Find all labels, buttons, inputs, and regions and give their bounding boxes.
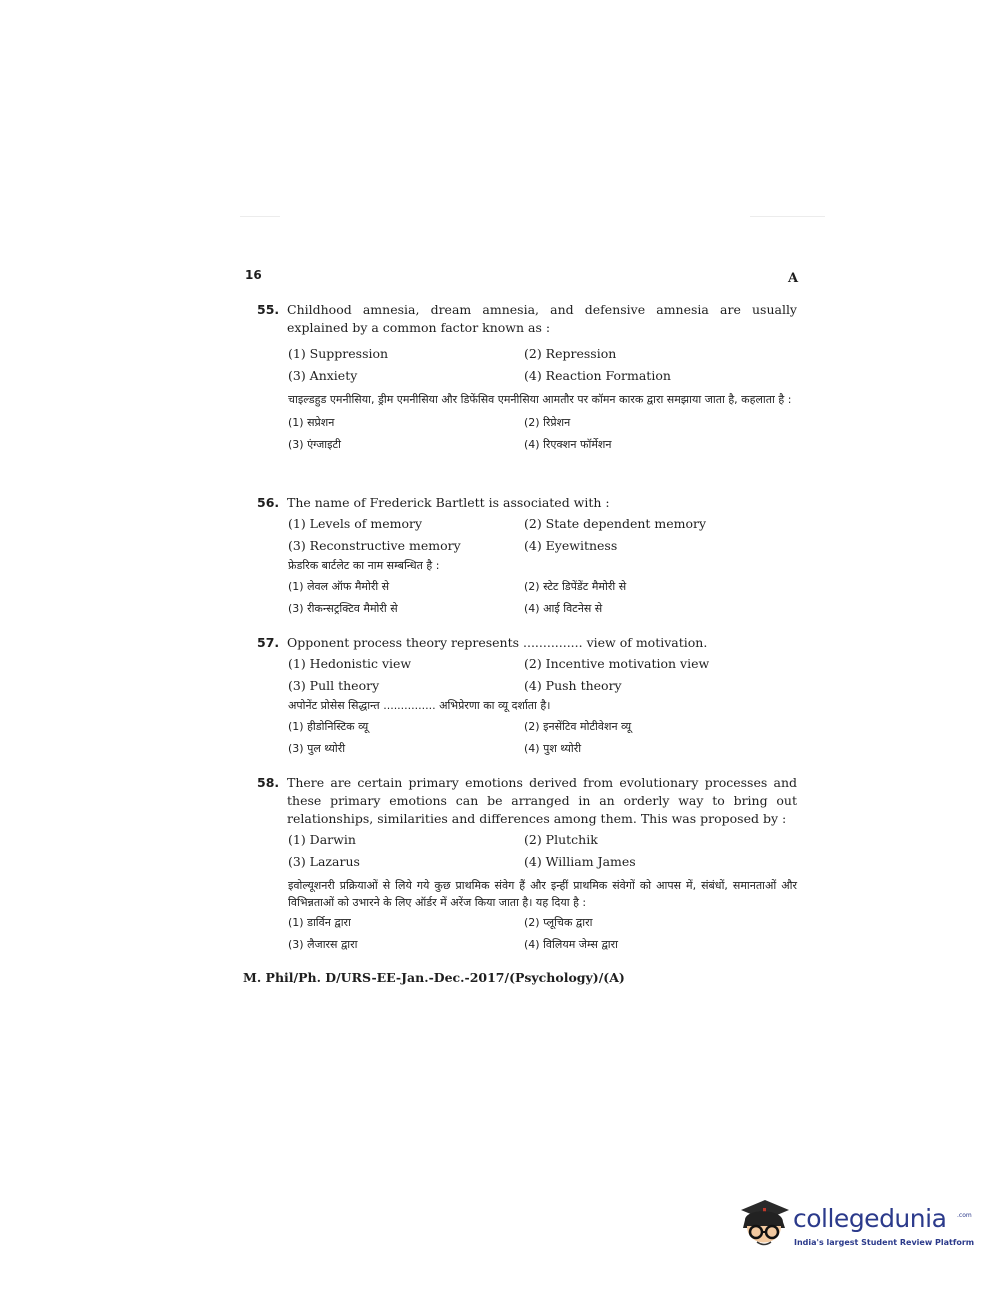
option-2: (2) Plutchik (524, 832, 598, 847)
hindi-option-3: (3) पुल थ्योरी (288, 742, 346, 755)
question-text-hindi: फ्रेडरिक बार्टलेट का नाम सम्बन्धित है : (288, 559, 440, 572)
question-57 (257, 634, 797, 760)
option-3: (3) Lazarus (288, 854, 360, 869)
hindi-option-1: (1) सप्रेशन (288, 416, 335, 429)
page-number: 16 (245, 268, 262, 282)
option-3: (3) Reconstructive memory (288, 538, 461, 553)
option-2: (2) State dependent memory (524, 516, 707, 531)
paper-footer: M. Phil/Ph. D/URS-EE-Jan.-Dec.-2017/(Psychology)/(A) (243, 970, 625, 985)
logo-tagline: India's largest Student Review Platform (794, 1238, 975, 1247)
option-2: (2) Incentive motivation view (524, 656, 710, 671)
question-text-hindi: इवोल्यूशनरी प्रक्रियाओं से लिये गये कुछ प्राथमिक संवेग हैं और इन्हीं प्राथमिक संवेगों को आपस में, संबंधों, समानताओं और विभिन्नताओं को उभारने के लिए ऑर्डर में अरेंज किया जाता है। यह दिया है : (288, 879, 797, 909)
top-rule-right (750, 216, 825, 217)
option-4: (4) Push theory (524, 678, 622, 693)
hindi-option-2: (2) रिप्रेशन (524, 416, 571, 429)
question-number: 58. (257, 775, 280, 790)
question-text: The name of Frederick Bartlett is associated with : (287, 495, 610, 510)
question-text: There are certain primary emotions derived from evolutionary processes and these primary emotions can be arranged in an orderly way to bring out relationships, similarities and differences among them. This was proposed by : (287, 775, 797, 826)
question-58 (257, 774, 797, 956)
option-4: (4) William James (524, 854, 636, 869)
option-1: (1) Hedonistic view (288, 656, 412, 671)
question-text: Childhood amnesia, dream amnesia, and defensive amnesia are usually explained by a common factor known as : (287, 302, 797, 335)
option-3: (3) Pull theory (288, 678, 380, 693)
hindi-option-4: (4) पुश थ्योरी (524, 742, 582, 755)
option-3: (3) Anxiety (288, 368, 358, 383)
set-code: A (788, 271, 799, 286)
question-number: 55. (257, 302, 280, 317)
hindi-option-1: (1) लेवल ऑफ मैमोरी से (288, 580, 390, 593)
option-2: (2) Repression (524, 346, 617, 361)
question-number: 57. (257, 635, 280, 650)
option-1: (1) Suppression (288, 346, 389, 361)
question-56 (257, 494, 797, 620)
hindi-option-4: (4) रिएक्शन फॉर्मेशन (524, 438, 612, 451)
hindi-option-2: (2) प्लूचिक द्वारा (524, 916, 593, 929)
question-text: Opponent process theory represents ............... view of motivation. (287, 635, 708, 650)
question-number: 56. (257, 495, 280, 510)
top-rule-left (240, 216, 280, 217)
logo-wordmark: collegedunia (793, 1204, 947, 1233)
hindi-option-1: (1) डार्विन द्वारा (288, 916, 351, 929)
hindi-option-3: (3) लैजारस द्वारा (288, 938, 358, 951)
hindi-option-4: (4) विलियम जेम्स द्वारा (524, 938, 618, 951)
question-text-hindi: अपोनेंट प्रोसेस सिद्धान्त ............... अभिप्रेरणा का व्यू दर्शाता है। (288, 699, 551, 712)
student-mascot-icon (735, 1196, 793, 1262)
option-4: (4) Eyewitness (524, 538, 618, 553)
question-text-hindi: चाइल्डहुड एमनीसिया, ड्रीम एमनीसिया और डिफेंसिव एमनीसिया आमतौर पर कॉमन कारक द्वारा समझाया जाता है, कहलाता है : (288, 393, 792, 406)
hindi-option-3: (3) एंग्जाइटी (288, 438, 341, 451)
option-4: (4) Reaction Formation (524, 368, 671, 383)
option-1: (1) Levels of memory (288, 516, 423, 531)
hindi-option-1: (1) हीडोनिस्टिक व्यू (288, 720, 369, 733)
option-1: (1) Darwin (288, 832, 356, 847)
hindi-option-4: (4) आई विटनेस से (524, 602, 603, 615)
collegedunia-logo (735, 1196, 975, 1266)
hindi-option-2: (2) इनसेंटिव मोटीवेशन व्यू (524, 720, 632, 733)
logo-suffix: .com (957, 1212, 972, 1219)
question-55 (257, 301, 797, 456)
hindi-option-3: (3) रीकन्सट्रक्टिव मैमोरी से (288, 602, 398, 615)
hindi-option-2: (2) स्टेट डिपेंडेंट मैमोरी से (524, 580, 627, 593)
